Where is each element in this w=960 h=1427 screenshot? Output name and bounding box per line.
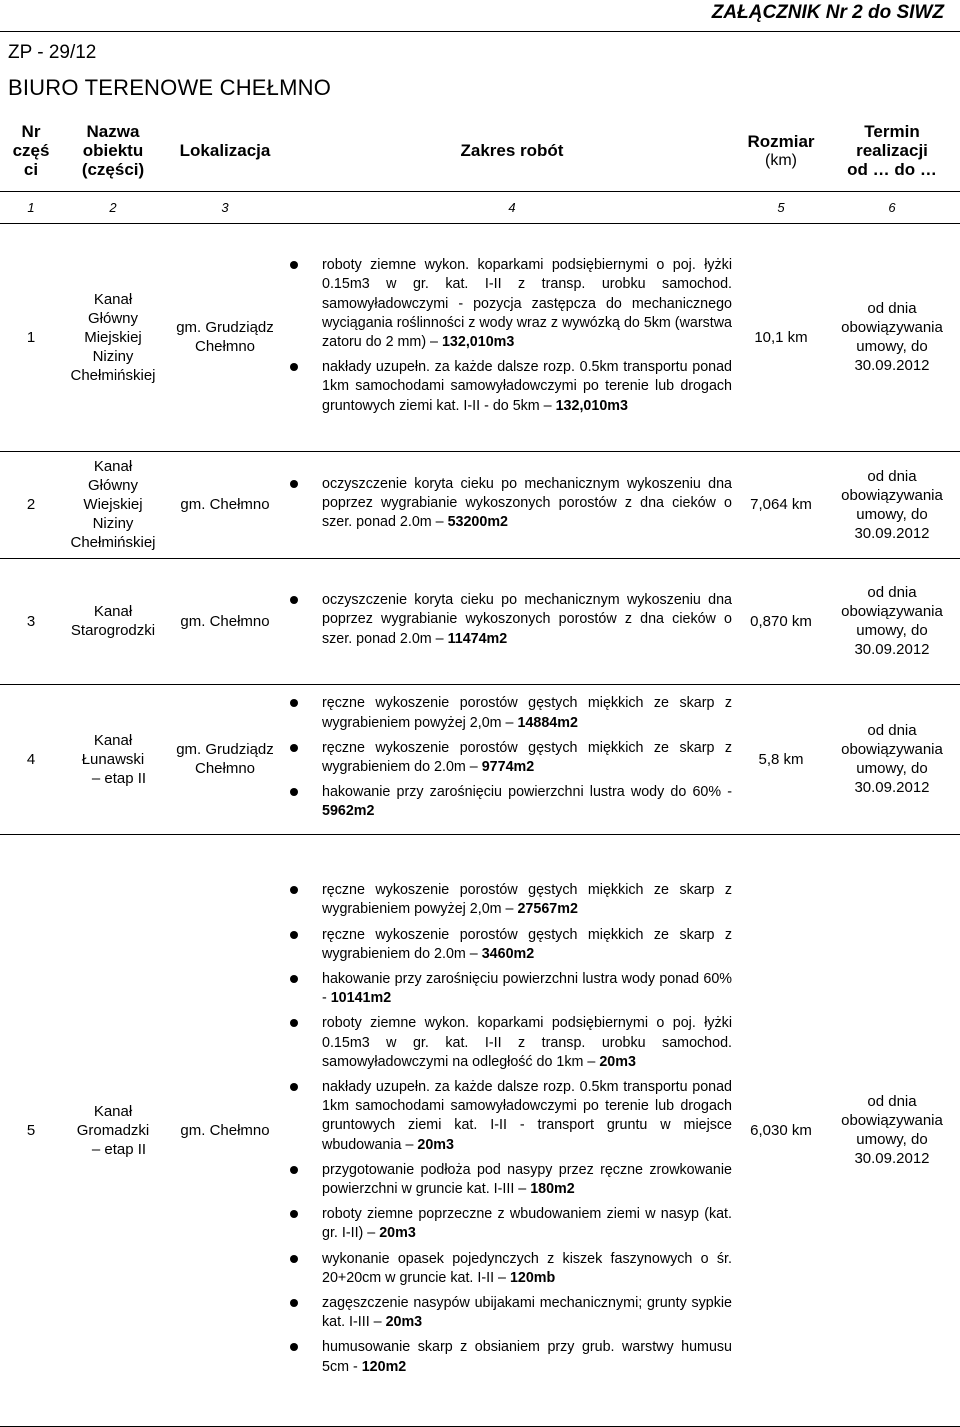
list-item: ręczne wykoszenie porostów gęstych miękkich ze skarp z wygrabieniem powyżej 2,0m – 27567m2 xyxy=(286,881,738,919)
row-number: 2 xyxy=(0,451,62,558)
scope-of-work xyxy=(286,558,738,684)
col-number: 1 xyxy=(0,191,62,223)
list-item: ręczne wykoszenie porostów gęstych miękkich ze skarp z wygrabieniem powyżej 2,0m – 14884m2 xyxy=(286,694,738,732)
header-name: Nazwa obiektu (części) xyxy=(81,122,145,180)
header-location: Lokalizacja xyxy=(179,141,271,161)
list-item: roboty ziemne poprzeczne z wbudowaniem ziemi w nasyp (kat. gr. I-II) – 20m3 xyxy=(286,1205,738,1243)
size-km: 5,8 km xyxy=(738,684,824,834)
scope-of-work xyxy=(286,684,738,834)
row-number: 3 xyxy=(0,558,62,684)
scope-of-work xyxy=(286,223,738,451)
list-item: humusowanie skarp z obsianiem przy grub. warstwy humusu 5cm - 120m2 xyxy=(286,1338,738,1376)
header-nr: Nr częś ci xyxy=(12,122,50,180)
table-row xyxy=(0,223,960,451)
list-item: ręczne wykoszenie porostów gęstych miękkich ze skarp z wygrabieniem do 2.0m – 9774m2 xyxy=(286,739,738,777)
object-name: Kanał Gromadzki – etap II xyxy=(62,834,164,1426)
col-number: 2 xyxy=(62,191,164,223)
size-km: 7,064 km xyxy=(738,451,824,558)
row-number: 4 xyxy=(0,684,62,834)
term: od dnia obowiązywania umowy, do 30.09.2012 xyxy=(824,558,960,684)
location: gm. Grudziądz Chełmno xyxy=(164,684,286,834)
term: od dnia obowiązywania umowy, do 30.09.2012 xyxy=(824,451,960,558)
location: gm. Grudziądz Chełmno xyxy=(164,223,286,451)
reference-number: ZP - 29/12 xyxy=(8,42,97,63)
list-item: roboty ziemne wykon. koparkami podsiębiernymi o poj. łyżki 0.15m3 w gr. kat. I-II z transp. urobku samochod. samowyładowczymi na odległość do 1km – 20m3 xyxy=(286,1014,738,1072)
object-name: Kanał Główny Wiejskiej Niziny Chełmińskiej xyxy=(62,451,164,558)
table-row xyxy=(0,558,960,684)
object-name: Kanał Główny Miejskiej Niziny Chełmińskiej xyxy=(62,223,164,451)
works-table xyxy=(0,111,960,1427)
list-item: hakowanie przy zarośnięciu powierzchni lustra wody do 60% - 5962m2 xyxy=(286,783,738,821)
term: od dnia obowiązywania umowy, do 30.09.2012 xyxy=(824,834,960,1426)
col-number: 3 xyxy=(164,191,286,223)
list-item: ręczne wykoszenie porostów gęstych miękkich ze skarp z wygrabieniem do 2.0m – 3460m2 xyxy=(286,926,738,964)
object-name: Kanał Starogrodzki xyxy=(62,558,164,684)
size-km: 6,030 km xyxy=(738,834,824,1426)
row-number: 5 xyxy=(0,834,62,1426)
annex-title: ZAŁĄCZNIK Nr 2 do SIWZ xyxy=(711,2,944,23)
top-divider xyxy=(0,31,960,32)
table-row xyxy=(0,834,960,1426)
col-number: 6 xyxy=(824,191,960,223)
list-item: przygotowanie podłoża pod nasypy przez ręczne zrowkowanie powierzchni w gruncie kat. I-III – 180m2 xyxy=(286,1161,738,1199)
scope-of-work xyxy=(286,834,738,1426)
term: od dnia obowiązywania umowy, do 30.09.2012 xyxy=(824,223,960,451)
header-term: Termin realizacji od … do … xyxy=(847,122,937,180)
object-name: Kanał Łunawski – etap II xyxy=(62,684,164,834)
list-item: zagęszczenie nasypów ubijakami mechanicznymi; grunty sypkie kat. I-III – 20m3 xyxy=(286,1294,738,1332)
col-number: 4 xyxy=(286,191,738,223)
list-item: hakowanie przy zarośnięciu powierzchni lustra wody ponad 60% - 10141m2 xyxy=(286,970,738,1008)
list-item: nakłady uzupełn. za każde dalsze rozp. 0.5km transportu ponad 1km samochodami samowyładowczymi po terenie lub drogach gruntowych ziemi kat. I-II - do 5km – 132,010m3 xyxy=(286,358,738,416)
table-body xyxy=(0,223,960,1426)
term: od dnia obowiązywania umowy, do 30.09.2012 xyxy=(824,684,960,834)
column-number-row xyxy=(0,191,960,223)
location: gm. Chełmno xyxy=(164,558,286,684)
list-item: wykonanie opasek pojedynczych z kiszek faszynowych o śr. 20+20cm w gruncie kat. I-II – 120mb xyxy=(286,1250,738,1288)
location: gm. Chełmno xyxy=(164,451,286,558)
table-header-row xyxy=(0,111,960,191)
list-item: oczyszczenie koryta cieku po mechanicznym wykoszeniu dna poprzez wygrabianie wykoszonych porostów z dna cieków o szer. ponad 2.0m – 11474m2 xyxy=(286,591,738,649)
list-item: oczyszczenie koryta cieku po mechanicznym wykoszeniu dna poprzez wygrabianie wykoszonych porostów z dna cieków o szer. ponad 2.0m – 53200m2 xyxy=(286,475,738,533)
location: gm. Chełmno xyxy=(164,834,286,1426)
size-km: 0,870 km xyxy=(738,558,824,684)
header-size: Rozmiar (km) xyxy=(747,131,815,169)
table-row xyxy=(0,451,960,558)
table-row xyxy=(0,684,960,834)
office-title: BIURO TERENOWE CHEŁMNO xyxy=(8,75,332,100)
col-number: 5 xyxy=(738,191,824,223)
row-number: 1 xyxy=(0,223,62,451)
scope-of-work xyxy=(286,451,738,558)
size-km: 10,1 km xyxy=(738,223,824,451)
list-item: nakłady uzupełn. za każde dalsze rozp. 0.5km transportu ponad 1km samochodami samowyładowczymi po terenie lub drogach gruntowych ziemi kat. I-II - transport gruntu w miejsce wbudowania – 20m3 xyxy=(286,1078,738,1155)
header-scope: Zakres robót xyxy=(460,141,564,161)
list-item: roboty ziemne wykon. koparkami podsiębiernymi o poj. łyżki 0.15m3 w gr. kat. I-II z transp. urobku samochod. samowyładowczymi - pozycja zastępcza do mechanicznego wyciągania roślinności z wody wraz z wywózką do 5km (warstwa zatoru do 2 mm) – 132,010m3 xyxy=(286,256,738,352)
